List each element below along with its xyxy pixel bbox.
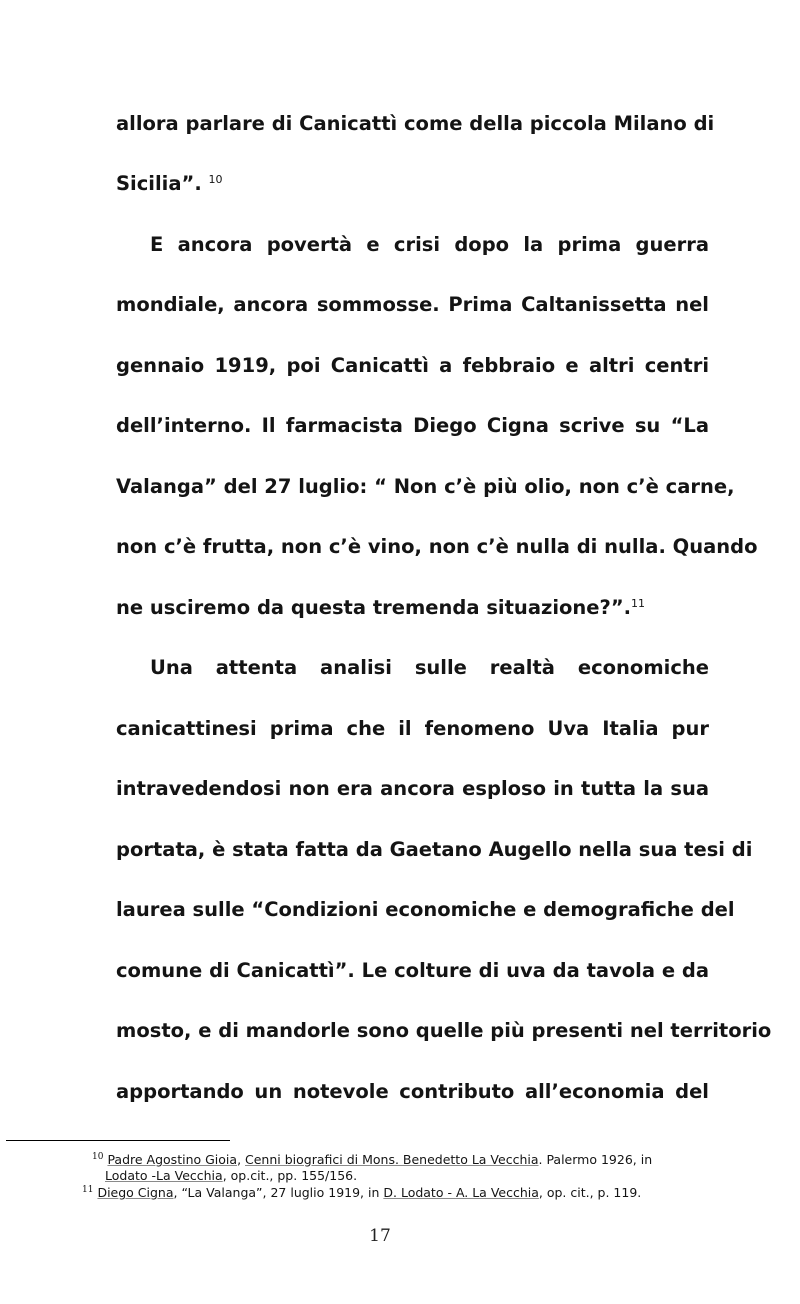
body-line-14 xyxy=(116,898,735,922)
footnote-separator xyxy=(6,1140,230,1141)
body-line-3 xyxy=(150,233,709,257)
footnote-11 xyxy=(82,1185,641,1201)
body-line-9 xyxy=(116,596,709,620)
body-line-6 xyxy=(116,414,709,438)
footnote-text: , op.cit., pp. 155/156. xyxy=(222,1168,358,1183)
body-text: Sicilia”. xyxy=(116,172,202,195)
footnote-author-link[interactable]: Padre Agostino Gioia xyxy=(107,1152,238,1167)
body-text: allora parlare di Canicattì come della piccola Milano di xyxy=(116,112,715,135)
body-line-13 xyxy=(116,838,753,862)
body-text: laurea sulle “Condizioni economiche e demografiche del xyxy=(116,898,735,921)
footnote-source-link[interactable]: D. Lodato - A. La Vecchia xyxy=(383,1185,539,1200)
body-line-4 xyxy=(116,293,709,317)
body-text: ne usciremo da questa tremenda situazione?”. xyxy=(116,596,632,619)
body-line-16 xyxy=(116,1019,772,1043)
footnote-number-11: 11 xyxy=(82,1185,94,1195)
footnote-text: . Palermo 1926, in xyxy=(538,1152,653,1167)
body-text: canicattinesi prima che il fenomeno Uva Italia pur xyxy=(116,717,709,740)
footnote-text: , “La Valanga”, 27 luglio 1919, in xyxy=(173,1185,384,1200)
body-text: portata, è stata fatta da Gaetano Augello nella sua tesi di xyxy=(116,838,753,861)
footnote-text: , op. cit., p. 119. xyxy=(538,1185,642,1200)
body-text: non c’è frutta, non c’è vino, non c’è nulla di nulla. Quando xyxy=(116,535,758,558)
footnote-number-10: 10 xyxy=(92,1152,104,1162)
body-line-7 xyxy=(116,475,735,499)
body-text: E ancora povertà e crisi dopo la prima guerra xyxy=(150,233,709,256)
body-text: gennaio 1919, poi Canicattì a febbraio e altri centri xyxy=(116,354,709,377)
body-text: mosto, e di mandorle sono quelle più presenti nel territorio xyxy=(116,1019,772,1042)
body-line-8 xyxy=(116,535,758,559)
body-text: intravedendosi non era ancora esploso in tutta la sua xyxy=(116,777,709,800)
body-line-5 xyxy=(116,354,709,378)
body-line-12 xyxy=(116,777,709,801)
body-text: apportando un notevole contributo all’economia del xyxy=(116,1080,709,1103)
footnote-text: , xyxy=(237,1152,246,1167)
footnote-ref-11: 11 xyxy=(631,597,646,610)
footnote-author-link[interactable]: Diego Cigna xyxy=(97,1185,174,1200)
page-number: 17 xyxy=(369,1226,391,1246)
footnote-10-continuation xyxy=(105,1168,357,1184)
body-text: dell’interno. Il farmacista Diego Cigna scrive su “La xyxy=(116,414,709,437)
footnote-source-link[interactable]: Lodato -La Vecchia xyxy=(105,1168,223,1183)
body-line-15 xyxy=(116,959,709,983)
footnote-ref-10: 10 xyxy=(208,173,223,186)
body-line-17 xyxy=(116,1080,709,1104)
body-line-2 xyxy=(116,172,709,196)
body-line-10 xyxy=(150,656,709,680)
body-text: Valanga” del 27 luglio: “ Non c’è più olio, non c’è carne, xyxy=(116,475,735,498)
body-line-11 xyxy=(116,717,709,741)
body-line-1 xyxy=(116,112,715,136)
body-text: Una attenta analisi sulle realtà economiche xyxy=(150,656,709,679)
footnote-title-link[interactable]: Cenni biografici di Mons. Benedetto La Vecchia xyxy=(245,1152,539,1167)
body-text: comune di Canicattì”. Le colture di uva da tavola e da xyxy=(116,959,709,982)
footnote-10 xyxy=(92,1152,652,1168)
body-text: mondiale, ancora sommosse. Prima Caltanissetta nel xyxy=(116,293,709,316)
